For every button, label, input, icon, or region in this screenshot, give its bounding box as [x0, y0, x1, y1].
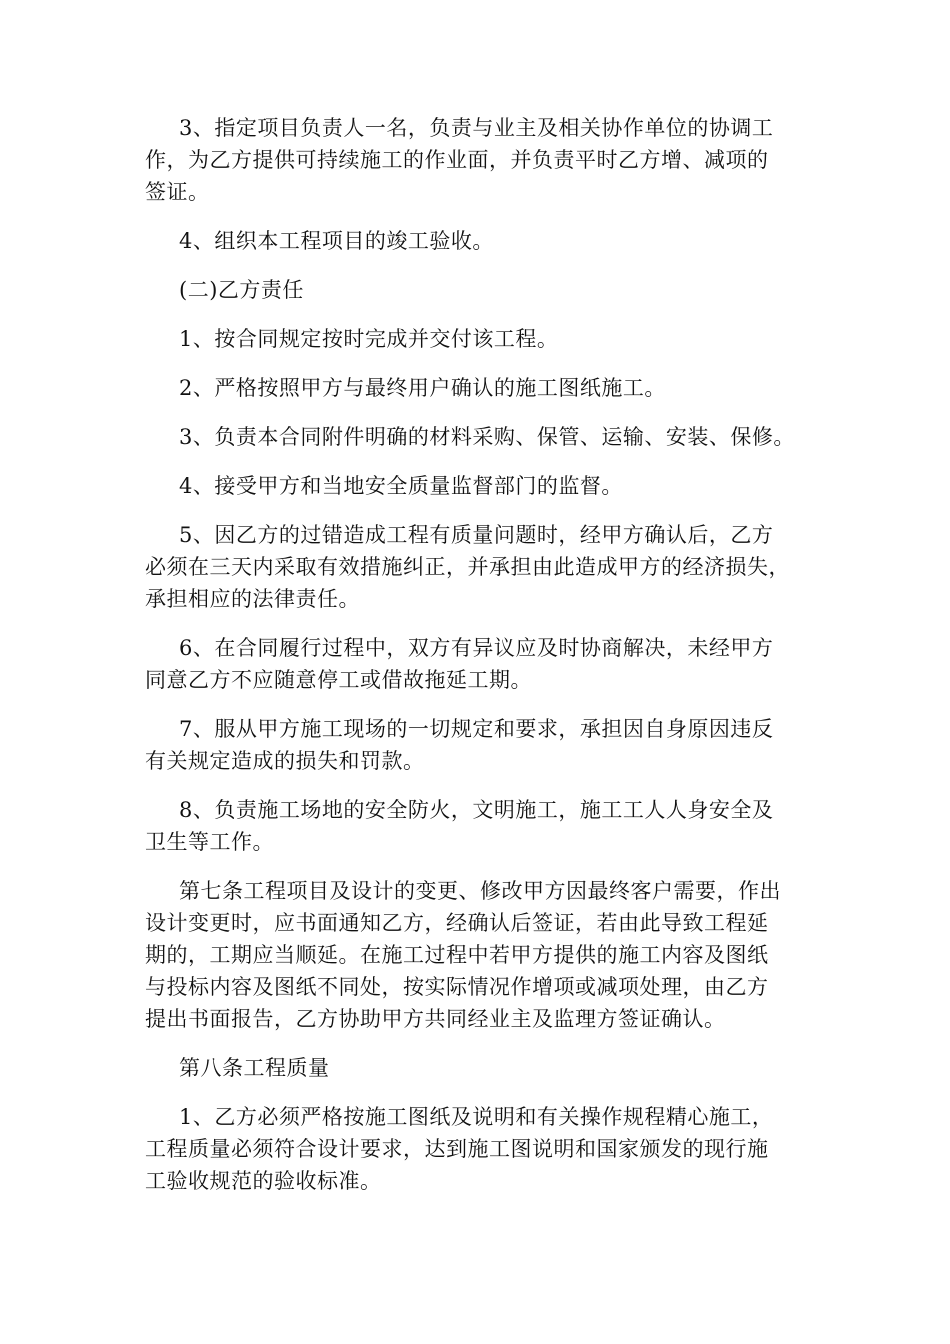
paragraph-line: 第七条工程项目及设计的变更、修改甲方因最终客户需要，作出 [179, 879, 781, 903]
paragraph-line: 同意乙方不应随意停工或借故拖延工期。 [145, 668, 532, 692]
paragraph [145, 713, 825, 777]
paragraph [145, 372, 825, 404]
paragraph-line: 4、接受甲方和当地安全质量监督部门的监督。 [179, 474, 623, 498]
paragraph-line: 2、严格按照甲方与最终用户确认的施工图纸施工。 [179, 376, 666, 400]
paragraph-line: 作，为乙方提供可持续施工的作业面，并负责平时乙方增、减项的 [145, 148, 769, 172]
paragraph [145, 323, 825, 355]
paragraph-line: (二)乙方责任 [179, 278, 304, 302]
paragraph [145, 1052, 825, 1084]
document-page [145, 112, 825, 1214]
paragraph-line: 6、在合同履行过程中，双方有异议应及时协商解决，未经甲方 [179, 636, 774, 660]
paragraph-line: 卫生等工作。 [145, 830, 274, 854]
paragraph [145, 421, 825, 453]
paragraph-line: 4、组织本工程项目的竣工验收。 [179, 229, 494, 253]
paragraph-line: 工程质量必须符合设计要求，达到施工图说明和国家颁发的现行施 [145, 1137, 769, 1161]
paragraph-line: 设计变更时，应书面通知乙方，经确认后签证，若由此导致工程延 [145, 911, 769, 935]
paragraph-line: 与投标内容及图纸不同处，按实际情况作增项或减项处理，由乙方 [145, 975, 769, 999]
paragraph [145, 470, 825, 502]
paragraph [145, 1101, 825, 1197]
paragraph-line: 5、因乙方的过错造成工程有质量问题时，经甲方确认后，乙方 [179, 523, 774, 547]
paragraph-line: 必须在三天内采取有效措施纠正，并承担由此造成甲方的经济损失， [145, 555, 790, 579]
paragraph-line: 8、负责施工场地的安全防火，文明施工，施工工人人身安全及 [179, 798, 774, 822]
paragraph-line: 承担相应的法律责任。 [145, 587, 360, 611]
paragraph-line: 1、乙方必须严格按施工图纸及说明和有关操作规程精心施工， [179, 1105, 774, 1129]
paragraph-line: 第八条工程质量 [179, 1056, 330, 1080]
paragraph-line: 7、服从甲方施工现场的一切规定和要求，承担因自身原因违反 [179, 717, 774, 741]
paragraph-line: 3、指定项目负责人一名，负责与业主及相关协作单位的协调工 [179, 116, 774, 140]
paragraph [145, 794, 825, 858]
paragraph-line: 有关规定造成的损失和罚款。 [145, 749, 425, 773]
paragraph [145, 632, 825, 696]
paragraph [145, 875, 825, 1035]
paragraph [145, 519, 825, 615]
paragraph-line: 1、按合同规定按时完成并交付该工程。 [179, 327, 559, 351]
paragraph [145, 225, 825, 257]
paragraph [145, 274, 825, 306]
paragraph-line: 提出书面报告，乙方协助甲方共同经业主及监理方签证确认。 [145, 1007, 726, 1031]
paragraph-line: 3、负责本合同附件明确的材料采购、保管、运输、安装、保修。 [179, 425, 795, 449]
paragraph [145, 112, 825, 208]
paragraph-line: 工验收规范的验收标准。 [145, 1169, 382, 1193]
paragraph-line: 签证。 [145, 180, 210, 204]
paragraph-line: 期的，工期应当顺延。在施工过程中若甲方提供的施工内容及图纸 [145, 943, 769, 967]
